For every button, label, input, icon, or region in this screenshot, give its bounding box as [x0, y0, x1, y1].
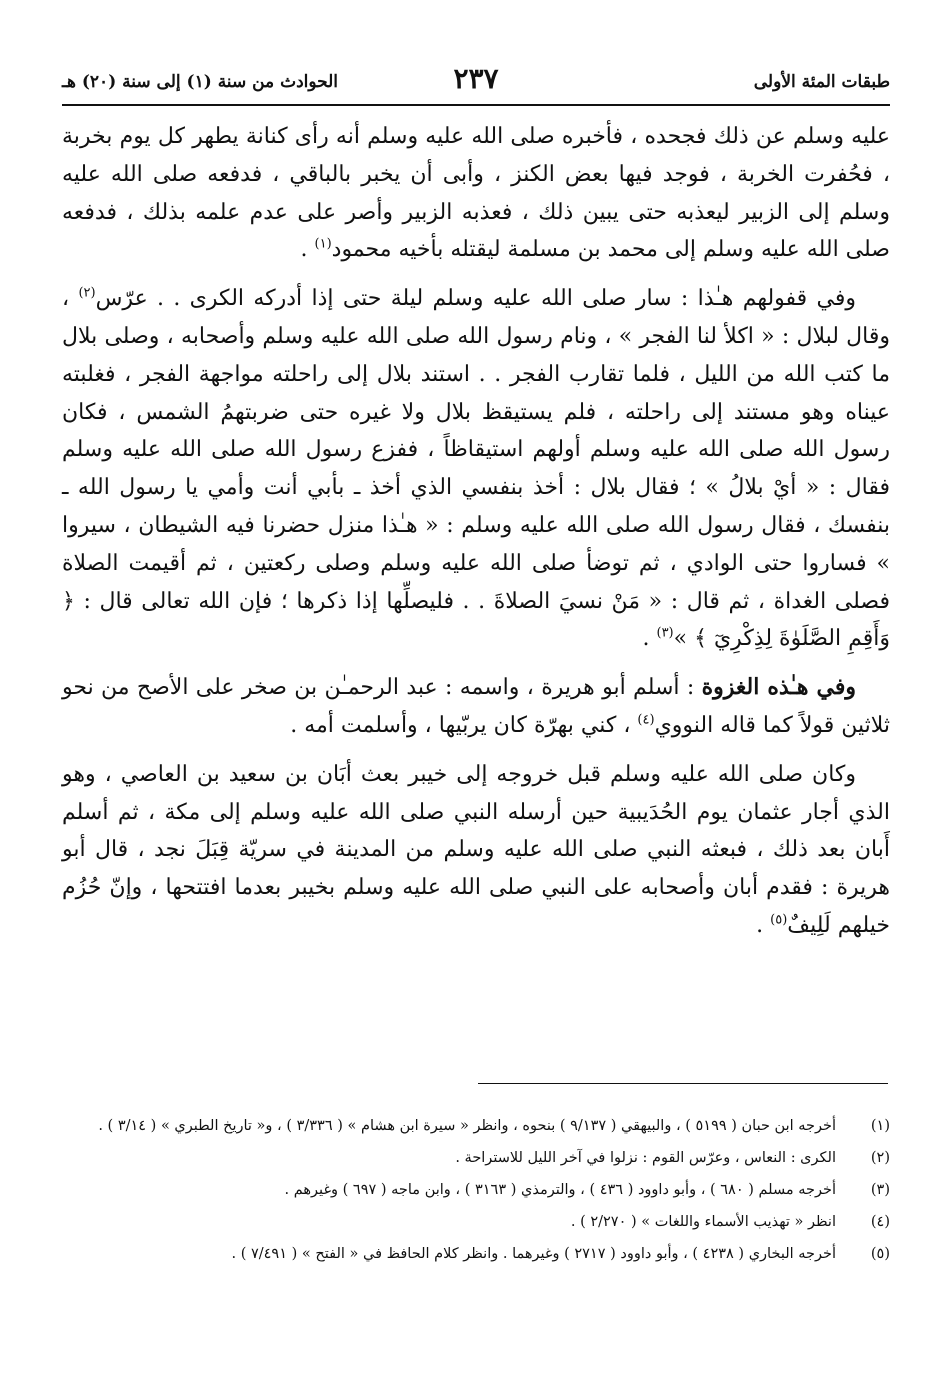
footnote-rule [478, 1083, 888, 1084]
paragraph-4-end: . [756, 912, 771, 938]
paragraph-2 [62, 280, 890, 658]
footnote [62, 1206, 890, 1238]
footnote [62, 1142, 890, 1174]
paragraph-1-end: . [300, 237, 315, 263]
book-title: طبقات المئة الأولى [753, 72, 890, 92]
paragraph-1-text: عليه وسلم عن ذلك فجحده ، فأخبره صلى الله عليه وسلم أنه رأى كنانة يطهر كل يوم بخربة ، فحُفرت الخربة ، فوجد فيها بعض الكنز ، وأبى أن يخبر بالباقي ، فدفعه صلى الله عليه وسلم إلى الزبير ليعذبه حتى يبين ذلك ، فعذبه الزبير وأصر على عدم علمه بذلك ، فدفعه صلى الله عليه وسلم إلى محمد بن مسلمة ليقتله بأخيه محمود [62, 124, 890, 263]
header-rule [62, 104, 890, 106]
footnote [62, 1174, 890, 1206]
paragraph-2-end: . [642, 626, 657, 652]
footnote-ref-5: (٥) [770, 912, 788, 928]
footnote-text: أخرجه ابن حبان ( ٥١٩٩ ) ، والبيهقي ( ٩/١٣٧ ) بنحوه ، وانظر « سيرة ابن هشام » ( ٣/٣٣٦ ) ، و« تاريخ الطبري » ( ٣/١٤ ) . [98, 1118, 836, 1134]
paragraph-3-lead: وفي هـٰذه الغزوة [701, 674, 856, 701]
page-number: ٢٣٧ [453, 62, 499, 95]
footnote [62, 1238, 890, 1270]
footnote-ref-4: (٤) [637, 712, 655, 728]
paragraph-3 [62, 669, 890, 745]
footnote-ref-2: (٢) [78, 285, 96, 301]
footnote-number: (٤) [870, 1214, 890, 1230]
paragraph-4 [62, 756, 890, 945]
footnote [62, 1110, 890, 1142]
paragraph-2-text-b: ، وقال لبلال : « اكلأ لنا الفجر » ، ونام رسول الله صلى الله عليه وسلم وأصحابه ، وصلى بلال ما كتب الله من الليل ، فلما تقارب الفجر . . استند بلال إلى راحلته مواجهة الفجر ، فغلبته عيناه وهو مستند إلى راحلته ، فلم يستيقظ بلال ولا غيره حتى ضربتهمُ الشمس ، فكان رسول الله صلى الله عليه وسلم أولهم استيقاظاً ، ففزع رسول الله صلى الله عليه وسلم فقال : « أيْ بلالُ » ؛ فقال بلال : أخذ بنفسي الذي أخذ ـ بأبي أنت وأمي يا رسول الله ـ بنفسك ، فقال رسول الله صلى الله عليه وسلم : « هـٰذا منزل حضرنا فيه الشيطان ، سيروا » فساروا حتى الوادي ، ثم توضأ صلى الله عليه وسلم وصلى ركعتين ، ثم أقيمت الصلاة فصلى الغداة ، ثم قال : « مَنْ نسيَ الصلاةَ . . فليصلِّها إذا ذكرها ؛ فإن الله تعالى قال : ﴿ وَأَقِمِ الصَّلَوٰةَ لِذِكْرِيٓ ﴾ » [62, 286, 891, 652]
footnote-ref-1: (١) [314, 237, 332, 253]
footnote-number: (٥) [870, 1246, 890, 1262]
footnote-number: (١) [870, 1118, 890, 1134]
footnote-number: (٢) [870, 1150, 890, 1166]
paragraph-3-text-b: ، كني بهرّة كان يربّيها ، وأسلمت أمه . [290, 712, 638, 738]
footnote-text: انظر « تهذيب الأسماء واللغات » ( ٢/٢٧٠ ) . [570, 1214, 836, 1230]
main-text [62, 118, 890, 945]
paragraph-2-text-a: وفي قفولهم هـٰذا : سار صلى الله عليه وسلم ليلة حتى إذا أدركه الكرى . . عرّس [95, 286, 857, 312]
footnote-text: أخرجه مسلم ( ٦٨٠ ) ، وأبو داوود ( ٤٣٦ ) ، والترمذي ( ٣١٦٣ ) ، وابن ماجه ( ٦٩٧ ) وغيرهم . [284, 1182, 836, 1198]
footnotes [62, 1110, 890, 1270]
footnote-text: أخرجه البخاري ( ٤٢٣٨ ) ، وأبو داوود ( ٢٧١٧ ) وغيرهما . وانظر كلام الحافظ في « الفتح » ( ٧/٤٩١ ) . [231, 1246, 836, 1262]
footnote-number: (٣) [870, 1182, 890, 1198]
paragraph-1 [62, 118, 890, 269]
footnote-text: الكرى : النعاس ، وعرّس القوم : نزلوا في آخر الليل للاستراحة . [455, 1150, 836, 1166]
running-header [62, 62, 890, 102]
section-title: الحوادث من سنة (١) إلى سنة (٢٠) هـ [62, 72, 339, 92]
paragraph-4-text: وكان صلى الله عليه وسلم قبل خروجه إلى خيبر بعث أبَان بن سعيد بن العاصي ، وهو الذي أجار عثمان يوم الحُدَيبية حين أرسله النبي صلى الله عليه وسلم إلى مكة ، ثم أسلم أَبان بعد ذلك ، فبعثه النبي صلى الله عليه وسلم من المدينة في سريّة قِبَلَ نجد ، قال أبو هريرة : فقدم أبان وأصحابه على النبي صلى الله عليه وسلم بخيبر بعدما افتتحها ، وإنّ حُزُم خيلهم لَلِيفٌ [62, 761, 890, 938]
paragraph-3-text-a: : أسلم أبو هريرة ، واسمه : عبد الرحمـٰن بن صخر على الأصح من نحو ثلاثين قولاً كما قاله النووي [62, 675, 890, 738]
footnote-ref-3: (٣) [656, 626, 674, 642]
